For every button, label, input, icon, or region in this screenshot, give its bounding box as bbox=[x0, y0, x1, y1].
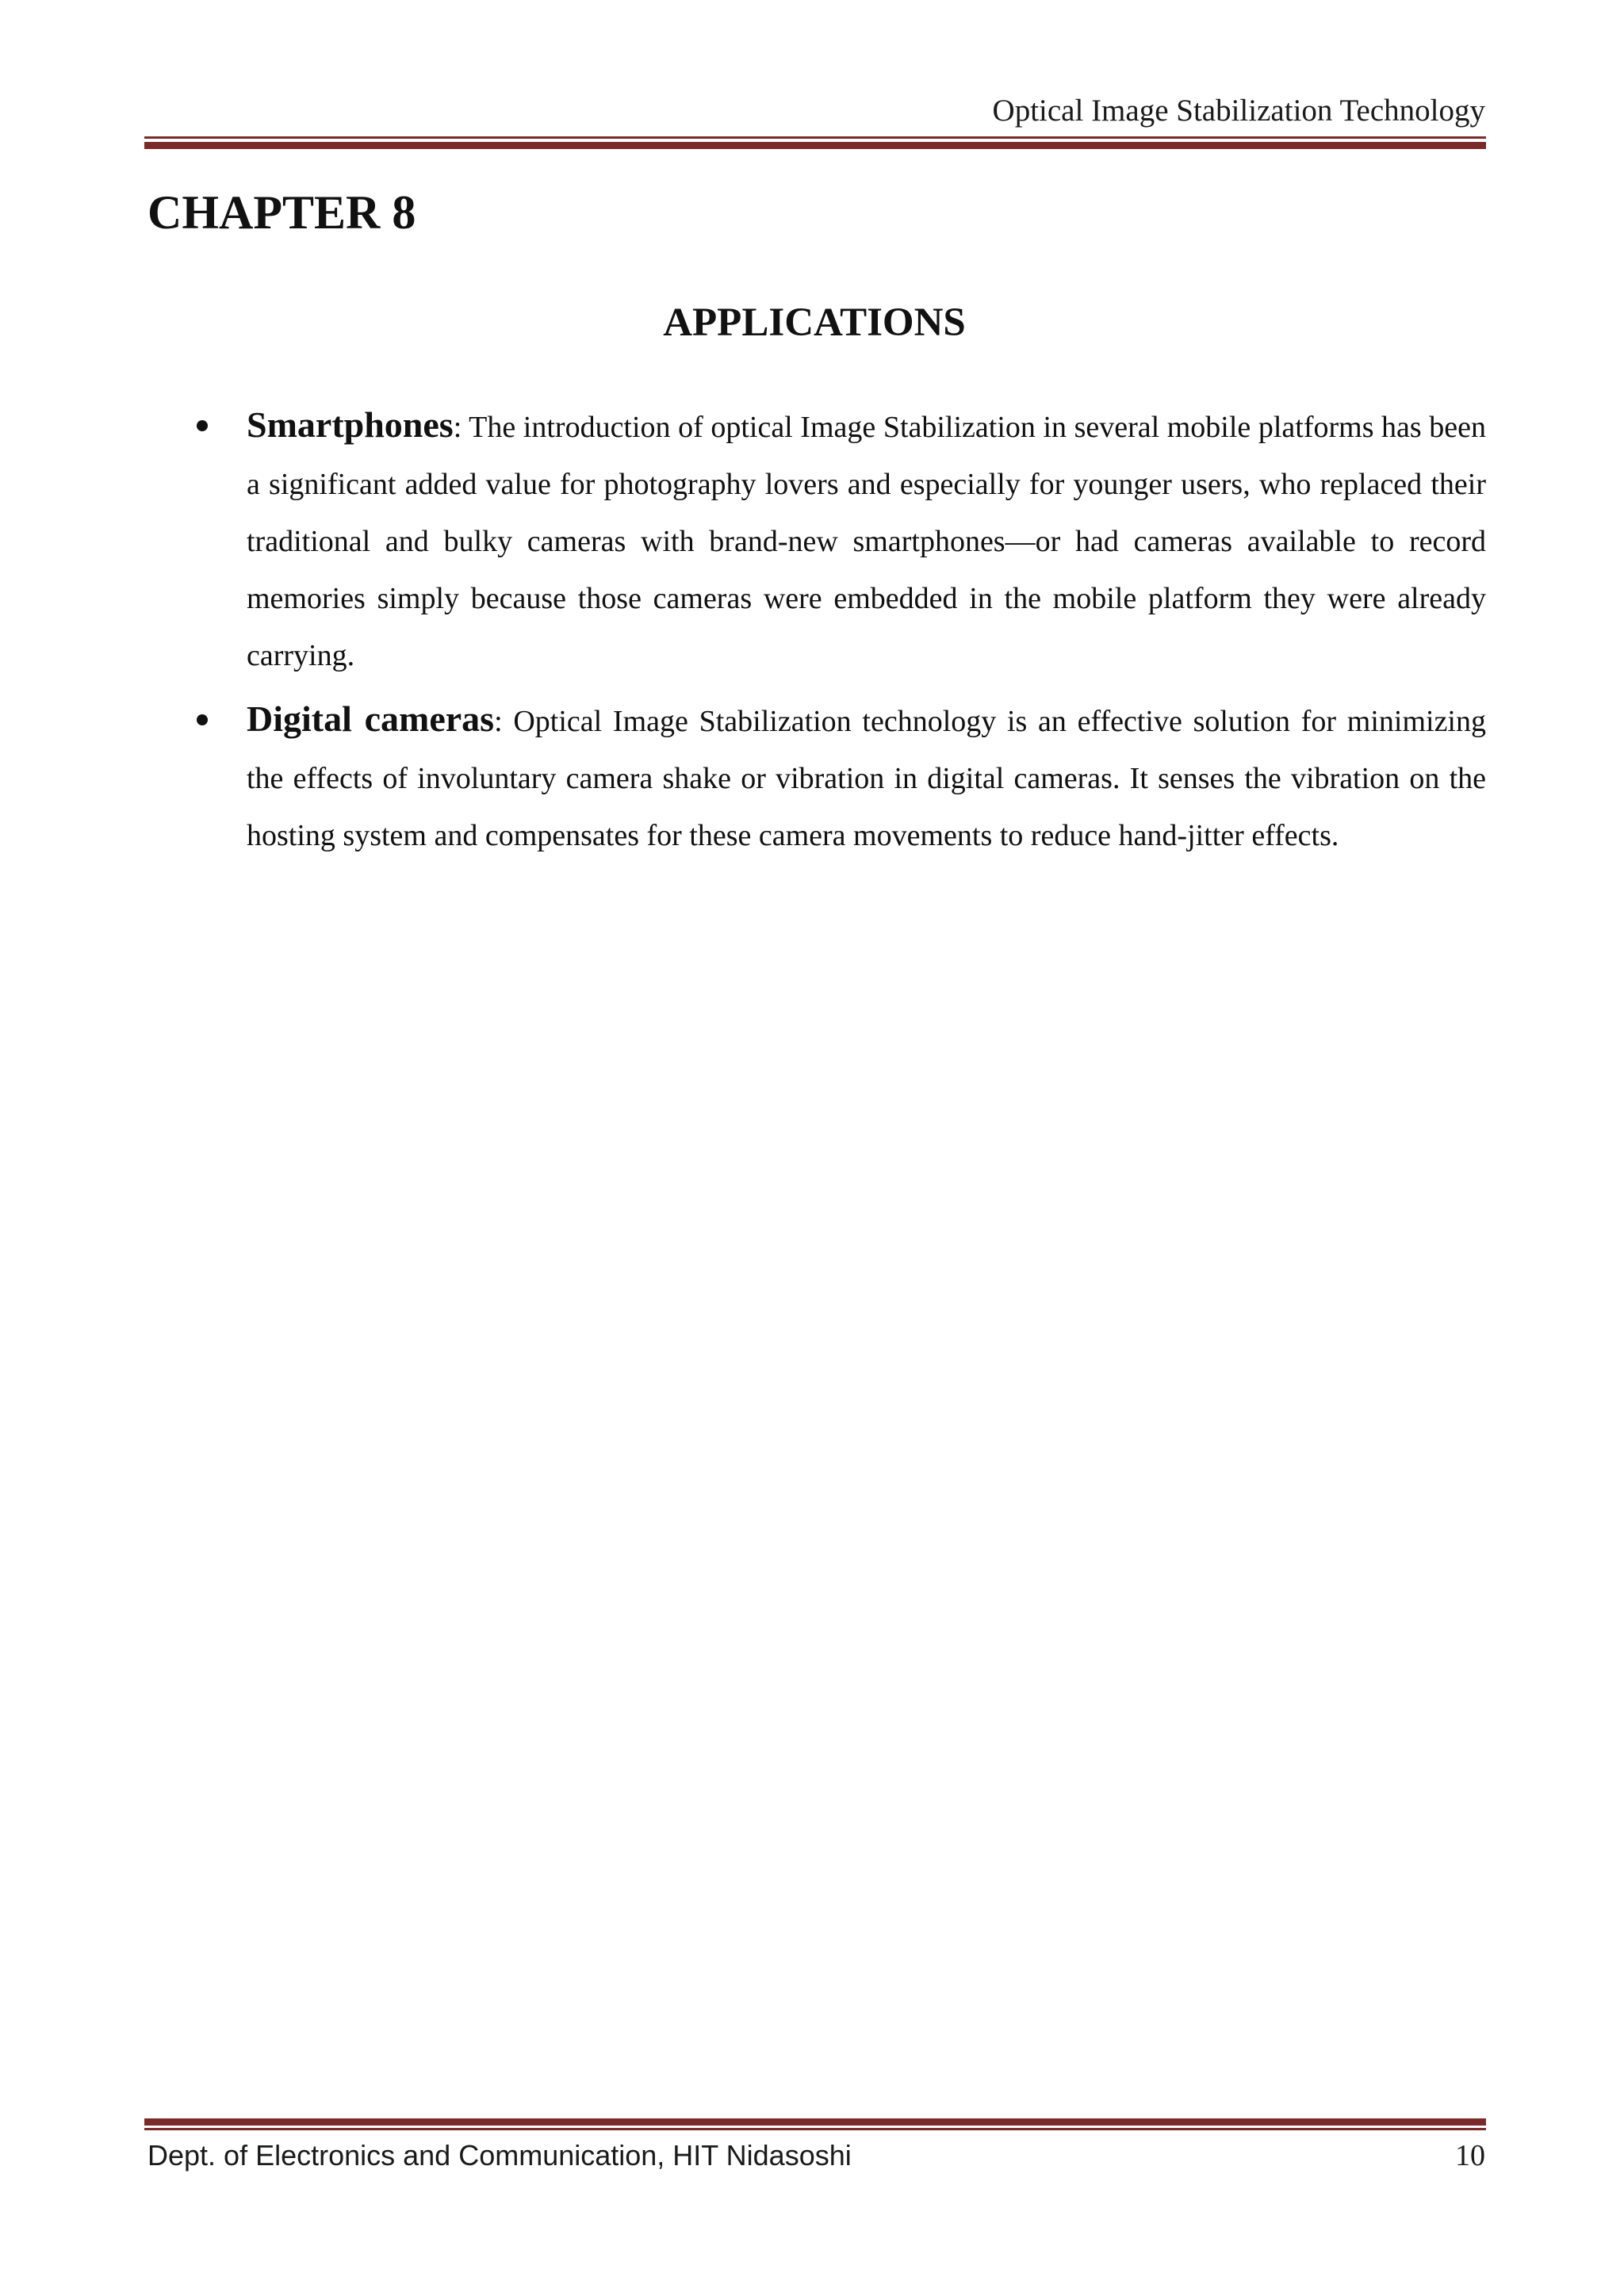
footer-rule-thick bbox=[144, 2118, 1486, 2126]
section-heading: APPLICATIONS bbox=[663, 300, 966, 345]
chapter-heading: CHAPTER 8 bbox=[147, 186, 416, 239]
footer-department: Dept. of Electronics and Communication, HIT Nidasoshi bbox=[147, 2139, 852, 2172]
list-item bbox=[247, 691, 1486, 864]
page-number: 10 bbox=[1455, 2139, 1485, 2172]
running-header-title: Optical Image Stabilization Technology bbox=[992, 94, 1485, 128]
item-term: Digital cameras bbox=[247, 698, 495, 739]
list-item bbox=[247, 396, 1486, 684]
header-rule-thick bbox=[144, 142, 1486, 149]
bullet-icon bbox=[197, 420, 208, 431]
item-term: Smartphones bbox=[247, 404, 454, 445]
item-text: : The introduction of optical Image Stabilization in several mobile platforms has been a significant added value for photography lovers and especially for younger users, who replaced their traditional and bulky cameras with brand-new smartphones—or had cameras available to record memories simply because those cameras were embedded in the mobile platform they were already carrying. bbox=[247, 411, 1486, 672]
header-rule-thin bbox=[144, 136, 1486, 139]
bullet-icon bbox=[197, 714, 208, 725]
item-text: : Optical Image Stabilization technology is an effective solution for minimizing the effects of involuntary camera shake or vibration in digital cameras. It senses the vibration on the hosting system and compensates for these camera movements to reduce hand-jitter effects. bbox=[247, 705, 1486, 852]
footer-rule-thin bbox=[144, 2128, 1486, 2130]
